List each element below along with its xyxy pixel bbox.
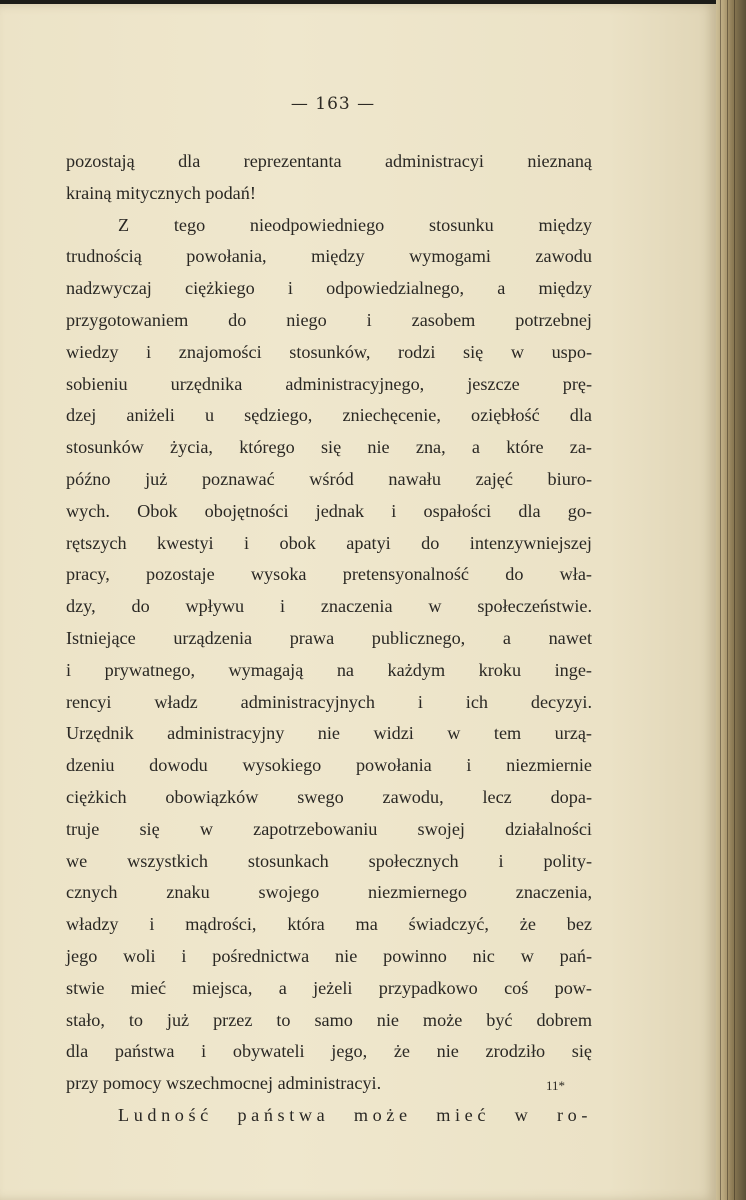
text-line: Z tego nieodpowiedniego stosunku między [118, 214, 592, 235]
text-line: władzy i mądrości, która ma świadczyć, że bez [66, 914, 592, 935]
text-line: truje się w zapotrzebowaniu swojej działalności [66, 818, 592, 839]
spine-crease [727, 0, 728, 1200]
text-line: pozostają dla reprezentanta administracyi nieznaną [66, 151, 592, 171]
text-line: trudnością powołania, między wymogami zawodu [66, 246, 592, 267]
text-line: sobieniu urzędnika administracyjnego, jeszcze prę- [66, 373, 592, 394]
text-line: pracy, pozostaje wysoka pretensyonalność do wła- [66, 564, 592, 585]
text-line: stwie mieć miejsca, a jeżeli przypadkowo coś pow- [66, 977, 592, 998]
text-line: stosunków życia, którego się nie zna, a które za- [66, 437, 592, 458]
text-line: jego woli i pośrednictwa nie powinno nic w pań- [66, 945, 592, 966]
text-line: dzej aniżeli u sędziego, zniechęcenie, oziębłość dla [66, 405, 592, 426]
text-line: Istniejące urządzenia prawa publicznego, a nawet [66, 627, 592, 648]
text-line: przy pomocy wszechmocnej administracyi. [66, 1073, 382, 1094]
text-line: dzeniu dowodu wysokiego powołania i niezmiernie [66, 755, 592, 776]
text-line: we wszystkich stosunkach społecznych i polity- [66, 850, 592, 871]
body-text [66, 146, 592, 1132]
spine-crease [720, 0, 721, 1200]
text-line: przygotowaniem do niego i zasobem potrzebnej [66, 309, 592, 330]
text-line: wych. Obok obojętności jednak i ospałości dla go- [66, 500, 592, 521]
text-line: cznych znaku swojego niezmiernego znaczenia, [66, 882, 592, 903]
text-line: nadzwyczaj ciężkiego i odpowiedzialnego, a między [66, 278, 592, 299]
printer-signature-mark: 11* [546, 1078, 566, 1093]
text-line: dzy, do wpływu i znaczenia w społeczeństwie. [66, 596, 592, 617]
text-line: rętszych kwestyi i obok apatyi do intenzywniejszej [66, 532, 592, 553]
text-line: późno już poznawać wśród nawału zajęć biuro- [66, 468, 592, 489]
page-number: — 163 — [290, 94, 376, 114]
book-spine-edge [716, 0, 746, 1200]
spine-crease [734, 0, 735, 1200]
text-line: i prywatnego, wymagają na każdym kroku inge- [66, 659, 592, 680]
text-line: ciężkich obowiązków swego zawodu, lecz dopa- [66, 786, 592, 807]
text-line: krainą mitycznych podań! [66, 182, 256, 203]
text-line: Urzędnik administracyjny nie widzi w tem urzą- [66, 723, 592, 744]
book-page [0, 4, 716, 1200]
text-line: Ludność państwa może mieć w ro- [118, 1104, 592, 1125]
text-line: stało, to już przez to samo nie może być dobrem [66, 1009, 592, 1030]
text-line: rencyi władz administracyjnych i ich decyzyi. [66, 691, 592, 712]
text-line: wiedzy i znajomości stosunków, rodzi się w uspo- [66, 341, 592, 362]
text-line: dla państwa i obywateli jego, że nie zrodziło się [66, 1041, 592, 1062]
